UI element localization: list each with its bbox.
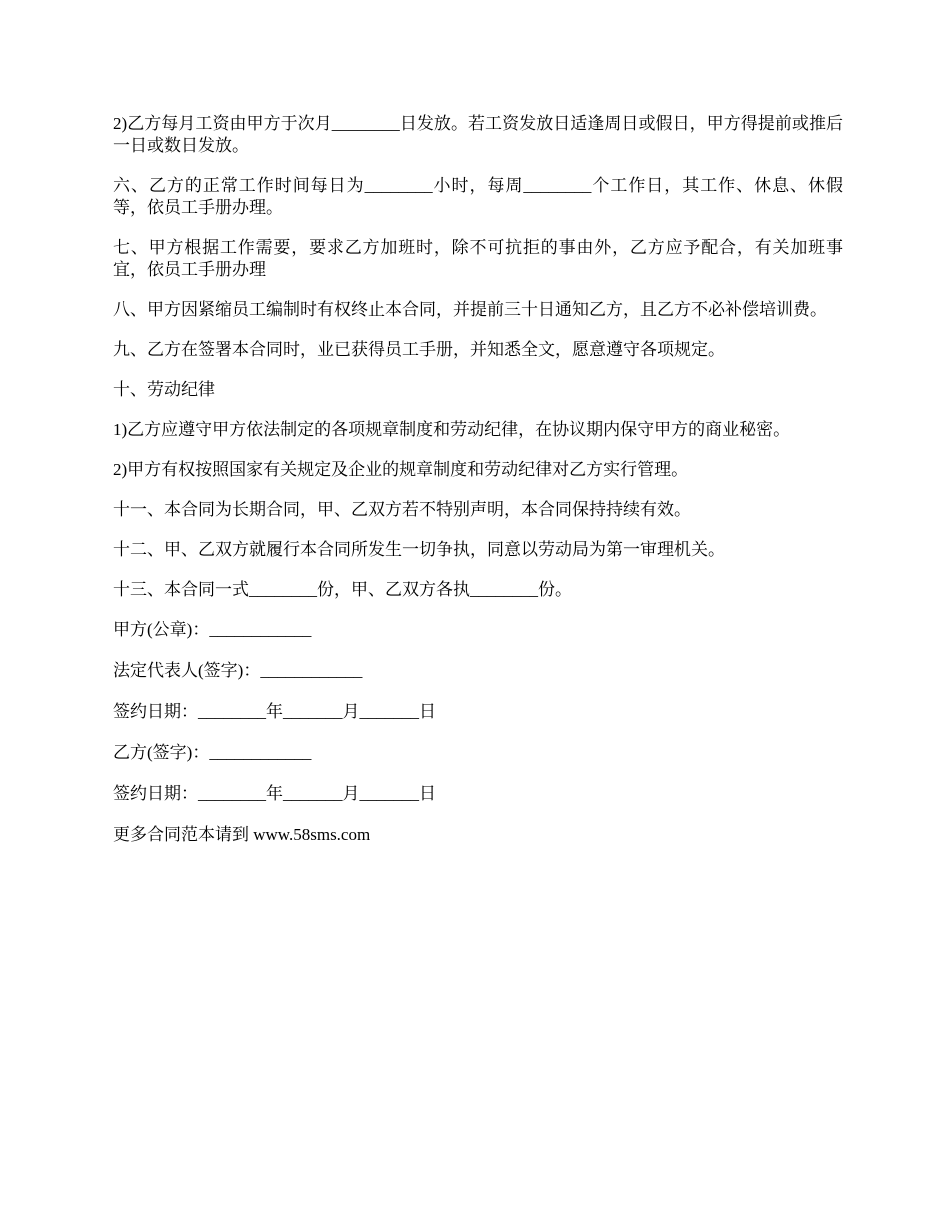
clause-labor-discipline-heading: 十、劳动纪律	[113, 380, 215, 399]
clause-termination: 八、甲方因紧缩员工编制时有权终止本合同，并提前三十日通知乙方，且乙方不必补偿培训费。	[113, 300, 827, 319]
party-a-sign-date-line: 签约日期：________年_______月_______日	[113, 702, 436, 721]
clause-contract-duration: 十一、本合同为长期合同，甲、乙双方若不特别声明，本合同保持持续有效。	[113, 500, 691, 519]
footer-link-text: 更多合同范本请到 www.58sms.com	[113, 825, 371, 844]
party-a-seal-line: 甲方(公章)：____________	[113, 620, 312, 639]
clause-salary-payment-day: 2)乙方每月工资由甲方于次月________日发放。若工资发放日适逢周日或假日，甲方得提前或推后一日或数日发放。	[113, 114, 843, 155]
clause-overtime: 七、甲方根据工作需要，要求乙方加班时，除不可抗拒的事由外，乙方应予配合，有关加班事宜，依员工手册办理	[113, 238, 843, 279]
clause-dispute-resolution: 十二、甲、乙双方就履行本合同所发生一切争执，同意以劳动局为第一审理机关。	[113, 540, 725, 559]
legal-representative-signature-line: 法定代表人(签字)：____________	[113, 661, 363, 680]
party-b-signature-line: 乙方(签字)：____________	[113, 743, 312, 762]
clause-employee-handbook: 九、乙方在签署本合同时，业已获得员工手册，并知悉全文，愿意遵守各项规定。	[113, 340, 725, 359]
clause-discipline-employee: 1)乙方应遵守甲方依法制定的各项规章制度和劳动纪律，在协议期内保守甲方的商业秘密。	[113, 420, 791, 439]
clause-discipline-employer: 2)甲方有权按照国家有关规定及企业的规章制度和劳动纪律对乙方实行管理。	[113, 460, 689, 479]
party-b-sign-date-line: 签约日期：________年_______月_______日	[113, 784, 436, 803]
clause-copies: 十三、本合同一式________份，甲、乙双方各执________份。	[113, 580, 572, 599]
clause-working-hours: 六、乙方的正常工作时间每日为________小时，每周________个工作日，其工作、休息、休假等，依员工手册办理。	[113, 176, 843, 217]
document-body	[113, 113, 843, 865]
